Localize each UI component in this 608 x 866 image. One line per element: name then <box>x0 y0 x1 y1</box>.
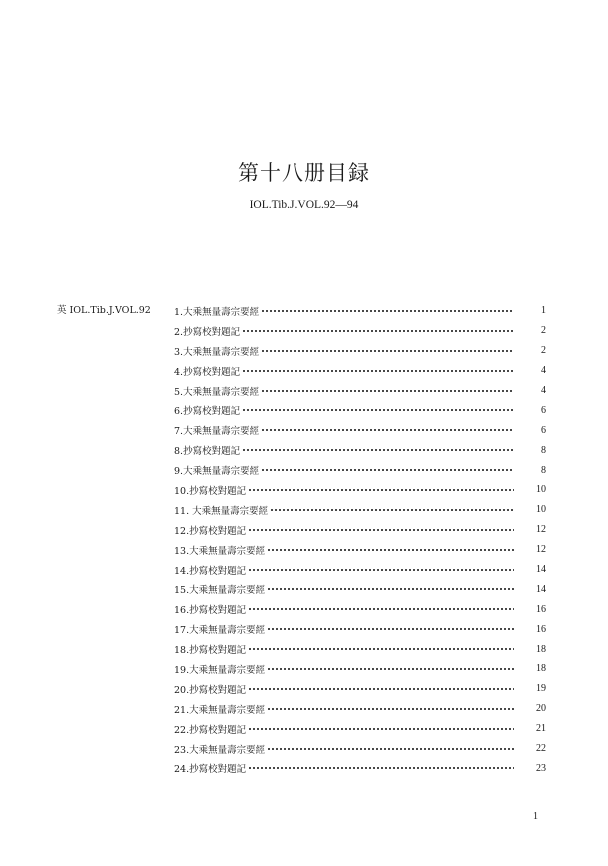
dot-leader <box>267 708 514 710</box>
toc-entry[interactable] <box>174 381 546 401</box>
toc-entry-page: 10 <box>536 484 546 496</box>
dot-leader <box>267 549 514 551</box>
toc-entry-page: 12 <box>536 524 546 536</box>
toc-entry[interactable] <box>174 400 546 420</box>
toc-entry[interactable] <box>174 500 546 520</box>
dot-leader <box>242 330 514 332</box>
toc-entry-title: 2.抄寫校對題記 <box>174 326 241 338</box>
dot-leader <box>261 469 514 471</box>
toc-entry-page: 1 <box>541 305 546 317</box>
toc-entry[interactable] <box>174 440 546 460</box>
dot-leader <box>261 350 514 352</box>
toc-entry[interactable] <box>174 739 546 759</box>
toc-entry-title: 7.大乘無量壽宗要經 <box>174 426 260 438</box>
dot-leader <box>248 569 514 571</box>
toc-entry-title: 22.抄寫校對題記 <box>174 724 247 736</box>
toc-entry-page: 6 <box>541 404 546 416</box>
toc-entry-title: 10.抄寫校對題記 <box>174 485 247 497</box>
toc-entry-page: 16 <box>536 623 546 635</box>
dot-leader <box>248 608 514 610</box>
toc-entry-title: 16.抄寫校對題記 <box>174 605 247 617</box>
toc-entry[interactable] <box>174 560 546 580</box>
dot-leader <box>261 390 514 392</box>
toc-entry-page: 8 <box>541 444 546 456</box>
toc-entry-title: 5.大乘無量壽宗要經 <box>174 386 260 398</box>
table-of-contents <box>174 301 546 778</box>
toc-entry[interactable] <box>174 301 546 321</box>
volume-range: IOL.Tib.J.VOL.92—94 <box>249 199 359 211</box>
dot-leader <box>261 310 514 312</box>
toc-entry-title: 3.大乘無量壽宗要經 <box>174 346 260 358</box>
dot-leader <box>242 370 514 372</box>
dot-leader <box>248 688 514 690</box>
dot-leader <box>248 648 514 650</box>
toc-entry[interactable] <box>174 420 546 440</box>
toc-entry[interactable] <box>174 639 546 659</box>
dot-leader <box>261 429 514 431</box>
toc-entry[interactable] <box>174 321 546 341</box>
toc-entry-page: 16 <box>536 603 546 615</box>
toc-entry-page: 20 <box>536 703 546 715</box>
toc-entry[interactable] <box>174 520 546 540</box>
toc-entry[interactable] <box>174 341 546 361</box>
toc-entry[interactable] <box>174 679 546 699</box>
dot-leader <box>270 509 514 511</box>
toc-entry[interactable] <box>174 699 546 719</box>
toc-entry-title: 13.大乘無量壽宗要經 <box>174 545 266 557</box>
toc-entry-title: 18.抄寫校對題記 <box>174 645 247 657</box>
toc-entry-title: 14.抄寫校對題記 <box>174 565 247 577</box>
toc-entry-title: 23.大乘無量壽宗要經 <box>174 744 266 756</box>
toc-entry-title: 19.大乘無量壽宗要經 <box>174 664 266 676</box>
dot-leader <box>242 449 514 451</box>
dot-leader <box>242 409 514 411</box>
toc-entry-title: 21.大乘無量壽宗要經 <box>174 704 266 716</box>
dot-leader <box>267 748 514 750</box>
page-number: 1 <box>533 811 538 822</box>
toc-entry-title: 8.抄寫校對題記 <box>174 446 241 458</box>
toc-entry-title: 20.抄寫校對題記 <box>174 684 247 696</box>
toc-entry-page: 4 <box>541 365 546 377</box>
page-title: 第十八册目録 <box>238 161 370 185</box>
dot-leader <box>248 529 514 531</box>
toc-entry[interactable] <box>174 480 546 500</box>
toc-entry-page: 12 <box>536 544 546 556</box>
dot-leader <box>267 628 514 630</box>
toc-entry[interactable] <box>174 361 546 381</box>
toc-entry-title: 11. 大乘無量壽宗要經 <box>174 505 269 517</box>
toc-entry-page: 10 <box>536 504 546 516</box>
toc-entry-page: 21 <box>536 723 546 735</box>
toc-entry-page: 18 <box>536 643 546 655</box>
toc-entry-page: 23 <box>536 762 546 774</box>
toc-entry-title: 12.抄寫校對題記 <box>174 525 247 537</box>
toc-entry-page: 8 <box>541 464 546 476</box>
toc-entry-title: 1.大乘無量壽宗要經 <box>174 306 260 318</box>
toc-entry[interactable] <box>174 599 546 619</box>
toc-entry[interactable] <box>174 579 546 599</box>
toc-entry[interactable] <box>174 659 546 679</box>
toc-entry[interactable] <box>174 460 546 480</box>
toc-entry-page: 2 <box>541 345 546 357</box>
dot-leader <box>248 767 514 769</box>
dot-leader <box>267 668 514 670</box>
toc-entry[interactable] <box>174 758 546 778</box>
toc-entry-page: 2 <box>541 325 546 337</box>
toc-entry-title: 17.大乘無量壽宗要經 <box>174 625 266 637</box>
dot-leader <box>248 728 514 730</box>
toc-entry-title: 24.抄寫校對題記 <box>174 764 247 776</box>
toc-entry-title: 15.大乘無量壽宗要經 <box>174 585 266 597</box>
toc-entry[interactable] <box>174 619 546 639</box>
toc-entry[interactable] <box>174 719 546 739</box>
toc-entry-page: 4 <box>541 385 546 396</box>
toc-entry-title: 9.大乘無量壽宗要經 <box>174 466 260 478</box>
dot-leader <box>267 588 514 590</box>
toc-entry-title: 4.抄寫校對題記 <box>174 366 241 378</box>
toc-entry-page: 14 <box>536 583 546 595</box>
collection-label: 英 IOL.Tib.J.VOL.92 <box>57 305 151 316</box>
toc-entry-page: 22 <box>536 743 546 755</box>
toc-entry-page: 19 <box>536 683 546 695</box>
toc-entry-title: 6.抄寫校對題記 <box>174 406 241 418</box>
toc-entry-page: 18 <box>536 663 546 675</box>
dot-leader <box>248 489 514 491</box>
toc-entry-page: 14 <box>536 564 546 576</box>
toc-entry[interactable] <box>174 540 546 560</box>
toc-entry-page: 6 <box>541 424 546 436</box>
